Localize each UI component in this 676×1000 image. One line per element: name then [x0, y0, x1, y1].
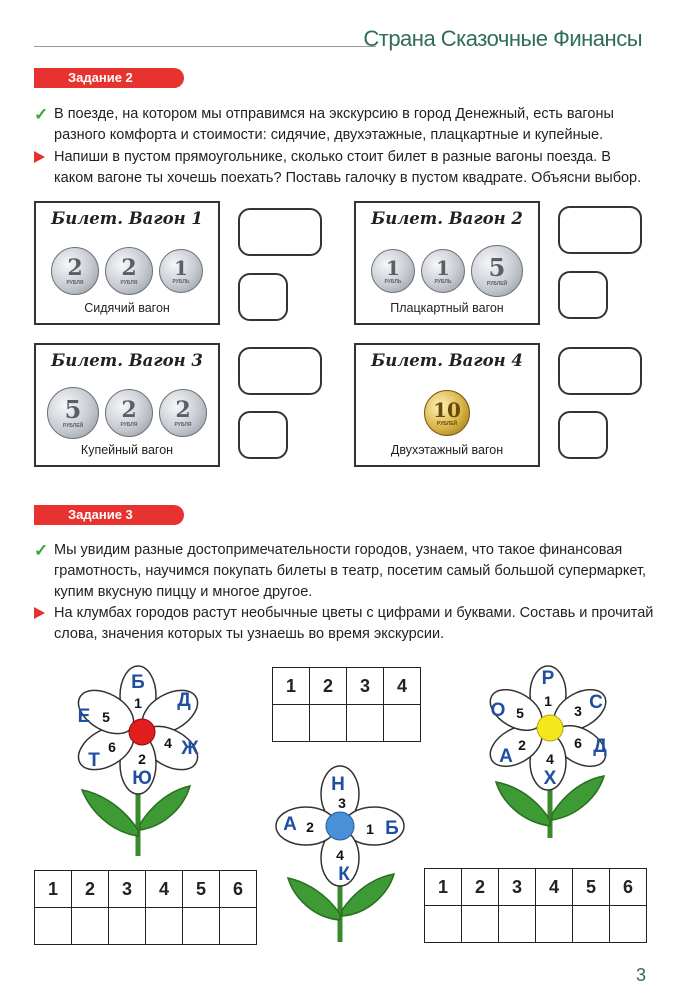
flower-digit: 2 — [518, 737, 526, 753]
page-title: Страна Сказочные Финансы — [363, 26, 642, 51]
task2-intro — [34, 104, 654, 146]
choice-checkbox[interactable] — [558, 411, 608, 459]
ticket-title: Билет. Вагон 2 — [371, 209, 523, 228]
choice-checkbox[interactable] — [558, 271, 608, 319]
grid-number: 6 — [610, 869, 647, 906]
triangle-bullet-icon — [34, 603, 52, 619]
price-box[interactable] — [558, 347, 642, 395]
grid-number: 1 — [273, 668, 310, 705]
ticket-title: Билет. Вагон 4 — [371, 351, 523, 370]
flower-center-blue — [326, 812, 354, 840]
grid-number: 3 — [109, 871, 146, 908]
ticket-title: Билет. Вагон 1 — [51, 209, 203, 228]
grid-answer-cell[interactable] — [573, 906, 610, 943]
flower-letter: Д — [593, 736, 607, 757]
grid-answer-cell[interactable] — [425, 906, 462, 943]
flower-letter: Ж — [181, 738, 199, 759]
flower-digit: 1 — [544, 693, 552, 709]
price-box[interactable] — [238, 347, 322, 395]
grid-answer-cell[interactable] — [499, 906, 536, 943]
flower-letter: Д — [177, 690, 191, 711]
ticket-2 — [354, 201, 540, 325]
grid-number: 4 — [384, 668, 421, 705]
flower-letter: Т — [88, 750, 100, 771]
grid-number: 1 — [35, 871, 72, 908]
grid-answer-cell[interactable] — [183, 908, 220, 945]
grid-answer-cell[interactable] — [273, 705, 310, 742]
flower-letter: Х — [543, 768, 557, 789]
header-rule — [34, 46, 376, 47]
flower-center-yellow — [537, 715, 563, 741]
coin-icon: 2 РУБЛЯ — [159, 389, 207, 437]
flower-letter: Ю — [132, 768, 152, 789]
task3-instruction — [34, 603, 654, 645]
coins-group — [356, 385, 538, 441]
ticket-caption: Двухэтажный вагон — [390, 443, 504, 457]
coins-group — [36, 243, 218, 299]
coin-icon: 2 РУБЛЯ — [51, 247, 99, 295]
flower-letter: Е — [77, 706, 91, 727]
flower-letter: А — [499, 746, 513, 767]
ticket-caption: Плацкартный вагон — [390, 301, 504, 315]
coin-icon: 1 РУБЛЬ — [159, 249, 203, 293]
grid-number: 3 — [347, 668, 384, 705]
grid-answer-cell[interactable] — [462, 906, 499, 943]
grid-answer-cell[interactable] — [347, 705, 384, 742]
task2-instruction — [34, 147, 654, 189]
flower-center-red — [129, 719, 155, 745]
flower-digit: 2 — [138, 751, 146, 767]
flower-letter: О — [490, 700, 506, 721]
flower-digit: 5 — [102, 709, 110, 725]
flower-digit: 2 — [306, 819, 314, 835]
grid-answer-cell[interactable] — [35, 908, 72, 945]
price-box[interactable] — [238, 208, 322, 256]
grid-answer-cell[interactable] — [310, 705, 347, 742]
flower-digit: 3 — [574, 703, 582, 719]
task3-label: Задание 3 — [34, 505, 184, 525]
grid-number: 4 — [536, 869, 573, 906]
flower-letter: Р — [541, 668, 555, 689]
grid-answer-cell[interactable] — [384, 705, 421, 742]
coin-icon: 5 РУБЛЕЙ — [47, 387, 99, 439]
grid-answer-cell[interactable] — [146, 908, 183, 945]
grid-number: 2 — [462, 869, 499, 906]
coin-icon: 2 РУБЛЯ — [105, 389, 153, 437]
check-icon: ✓ — [34, 105, 49, 124]
flower-digit: 5 — [516, 705, 524, 721]
grid-answer-cell[interactable] — [536, 906, 573, 943]
grid-number: 5 — [573, 869, 610, 906]
flower-left — [62, 660, 210, 860]
ticket-caption: Купейный вагон — [80, 443, 174, 457]
grid-number: 4 — [146, 871, 183, 908]
coins-group — [36, 385, 218, 441]
coins-group — [356, 243, 538, 299]
grid-answer-cell[interactable] — [109, 908, 146, 945]
grid-number: 2 — [72, 871, 109, 908]
grid-number: 3 — [499, 869, 536, 906]
flower-digit: 4 — [546, 751, 554, 767]
task3-instruction-text: На клумбах городов растут необычные цветы с цифрами и буквами. Составь и прочитай слова, значения которых ты узнаешь во время экскурсии. — [54, 605, 654, 642]
task3-intro — [34, 540, 654, 603]
flower-digit: 4 — [164, 735, 172, 751]
grid-answer-cell[interactable] — [610, 906, 647, 943]
task3-intro-text: Мы увидим разные достопримечательности городов, узнаем, что такое финансовая грамотность, научимся покупать билеты в театр, посетим самый большой супермаркет, купим вкусную пиццу и многое другое. — [54, 542, 647, 600]
choice-checkbox[interactable] — [238, 273, 288, 321]
flower-digit: 1 — [134, 695, 142, 711]
flower-middle — [268, 764, 414, 944]
grid-number: 2 — [310, 668, 347, 705]
answer-grid-6-left — [34, 870, 257, 945]
flower-letter: Н — [331, 774, 345, 795]
grid-number: 6 — [220, 871, 257, 908]
coin-icon: 2 РУБЛЯ — [105, 247, 153, 295]
task2-instruction-text: Напиши в пустом прямоугольнике, сколько стоит билет в разные вагоны поезда. В каком вагоне ты хочешь поехать? Поставь галочку в пустом квадрате. Объясни выбор. — [54, 149, 642, 186]
choice-checkbox[interactable] — [238, 411, 288, 459]
price-box[interactable] — [558, 206, 642, 254]
ticket-1 — [34, 201, 220, 325]
grid-answer-cell[interactable] — [220, 908, 257, 945]
flower-digit: 6 — [108, 739, 116, 755]
flower-digit: 3 — [338, 795, 346, 811]
flower-digit: 6 — [574, 735, 582, 751]
triangle-bullet-icon — [34, 147, 52, 163]
page-number: 3 — [635, 965, 646, 985]
flower-digit: 1 — [366, 821, 374, 837]
flower-letter: Б — [131, 672, 145, 693]
coin-icon: 5 РУБЛЕЙ — [471, 245, 523, 297]
grid-answer-cell[interactable] — [72, 908, 109, 945]
coin-gold-icon: 10 РУБЛЕЙ — [424, 390, 470, 436]
flower-letter: А — [283, 814, 297, 835]
ticket-3 — [34, 343, 220, 467]
flower-digit: 4 — [336, 847, 344, 863]
check-icon: ✓ — [34, 541, 49, 560]
flower-letter: Б — [385, 818, 399, 839]
answer-grid-6-right — [424, 868, 647, 943]
ticket-4 — [354, 343, 540, 467]
ticket-title: Билет. Вагон 3 — [51, 351, 203, 370]
task2-intro-text: В поезде, на котором мы отправимся на экскурсию в город Денежный, есть вагоны разного комфорта и стоимости: сидячие, двухэтажные, плацкартные и купейные. — [54, 106, 614, 143]
coin-icon: 1 РУБЛЬ — [421, 249, 465, 293]
grid-number: 5 — [183, 871, 220, 908]
coin-icon: 1 РУБЛЬ — [371, 249, 415, 293]
ticket-caption: Сидячий вагон — [84, 301, 170, 315]
answer-grid-4 — [272, 667, 421, 742]
flower-letter: К — [338, 864, 350, 885]
grid-number: 1 — [425, 869, 462, 906]
task2-label: Задание 2 — [34, 68, 184, 88]
flower-right — [474, 660, 624, 840]
flower-letter: С — [589, 692, 603, 713]
